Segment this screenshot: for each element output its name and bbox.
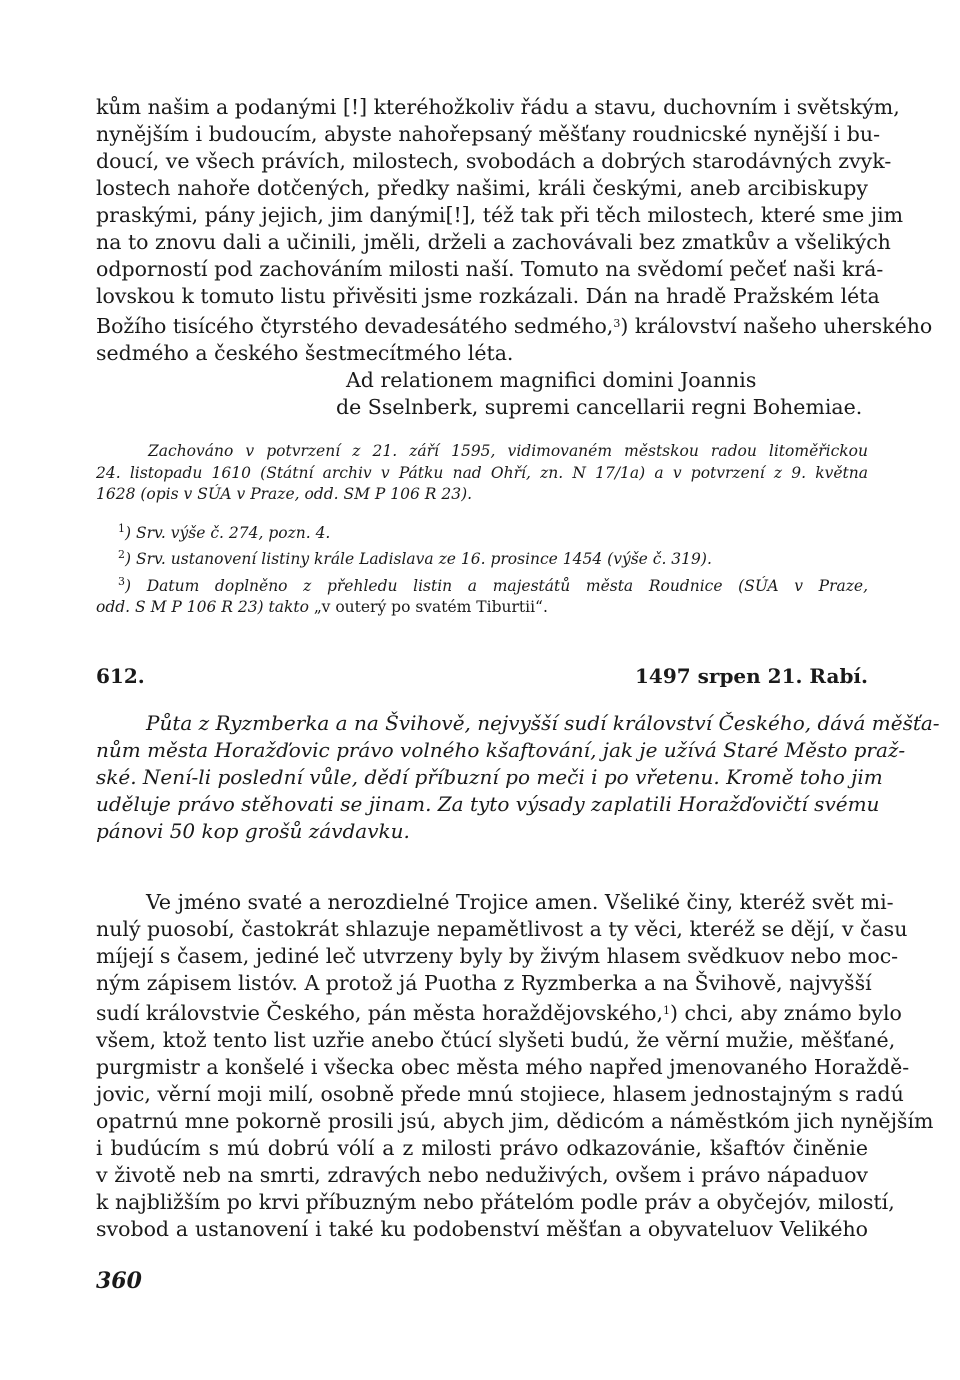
footnote-2: [96, 544, 868, 571]
text-line: všem, ktož tento list uzřie anebo čtúcí slyšeti budú, že věrní mužie, měšťané,: [96, 1027, 896, 1052]
text-line: Ve jméno svaté a nerozdielné Trojice amen. Všeliké činy, kteréž svět mi-: [146, 889, 894, 914]
regest-line: ské. Není-li poslední vůle, dědí příbuzní po meči i po vřetenu. Kromě toho jim: [96, 764, 883, 789]
text-line: kům našim a podanými [!] kteréhožkoliv řádu a stavu, duchovním i světským,: [96, 95, 900, 119]
preservation-line: 1628 (opis v SÚA v Praze, odd. SM P 106 R 23).: [96, 485, 473, 503]
regest-line: pánovi 50 kop grošů závdavku.: [96, 818, 410, 843]
footnote-marker: 2: [118, 548, 125, 561]
text-line: nulý puosobí, častokrát shlazuje nepamětlivost a ty věci, kteréž se dějí, v času: [96, 916, 908, 941]
text-fragment: ) chci, aby známo bylo: [670, 1000, 902, 1025]
footnote-3-cont: [96, 597, 868, 619]
text-fragment: sudí královstvie Českého, pán města horaždějovského,: [96, 1000, 664, 1025]
text-line: míjejí s časem, jediné leč utvrzeny byly by živým hlasem svědkuov nebo moc-: [96, 943, 899, 968]
text-line: v životě neb na smrti, zdravých nebo neduživých, ovšem i právo nápaduov: [96, 1162, 868, 1187]
footnote-marker: 1: [118, 521, 125, 535]
text-fragment: Božího tisícého čtyrstého devadesátého sedmého,: [96, 314, 614, 338]
text-line: i budúcím s mú dobrú vólí a z milosti právo odkazovánie, kšaftóv činěnie: [96, 1135, 868, 1160]
text-line: opatrnú mne pokorně prosili jsú, abych jim, dědicóm a náměstkóm jich nynějším: [96, 1108, 934, 1133]
text-line: svobod a ustanovení i také ku podobenství měšťan a obyvateluov Velikého: [96, 1216, 868, 1241]
text-line: ným zápisem listóv. A protož já Puotha z Ryzmberka a na Švihově, najvyšší: [96, 970, 872, 995]
footnotes: [96, 518, 868, 619]
text-line: lostech nahoře dotčených, předky našimi, králi českými, aneb arcibiskupy: [96, 176, 868, 200]
text-line: k najbližším po krvi příbuzným nebo přátelóm podle práv a obyčejóv, milostí,: [96, 1189, 895, 1214]
text-line: praskými, pány jejich, jim danými[!], též tak při těch milostech, které sme jim: [96, 203, 904, 227]
footnote-quote: „v outerý po svatém Tiburtii“.: [313, 598, 548, 616]
regest-line: uděluje právo stěhovati se jinam. Za tyto výsady zaplatili Horažďovičtí svému: [96, 791, 880, 816]
text-line: nynějším i budoucím, abyste nahořepsaný měšťany roudnicské nynější i bu-: [96, 122, 881, 146]
text-line: doucí, ve všech právích, milostech, svobodách a dobrých starodávných zvyk-: [96, 149, 892, 173]
footnote-1: [96, 518, 868, 545]
text-line: [96, 310, 933, 340]
body-top: [96, 94, 933, 367]
text-line: sedmého a českého šestmecítmého léta.: [96, 341, 514, 365]
preservation-note: [96, 441, 868, 506]
footnote-marker: 3: [613, 317, 621, 330]
body-main: [96, 889, 934, 1243]
footnote-3: [96, 571, 868, 598]
regest: [96, 710, 940, 845]
text-fragment: ) království našeho uherského: [620, 314, 933, 338]
footnote-text: ) Srv. ustanovení listiny krále Ladislava ze 16. prosince 1454 (výše č. 319).: [125, 550, 712, 568]
text-line: jovic, věrní moji milí, osobně přede mnú stojiece, hlasem jednostajným s radú: [96, 1081, 904, 1106]
relation-note: [96, 367, 868, 421]
document-date-place: 1497 srpen 21. Rabí.: [635, 663, 868, 688]
document-heading: [96, 663, 868, 690]
footnote-text: odd. S M P 106 R 23) takto: [96, 598, 314, 616]
footnote-text: ) Datum doplněno z přehledu listin a majestátů města Roudnice (SÚA v Praze,: [125, 576, 868, 595]
page-content: [96, 94, 940, 1243]
text-line: na to znovu dali a učinili, jměli, drželi a zachovávali bez zmatkův a všelikých: [96, 230, 891, 254]
relation-line: Ad relationem magnifici domini Joannis: [346, 368, 757, 392]
preservation-line: Zachováno v potvrzení z 21. září 1595, vidimovaném městskou radou litoměřickou: [148, 442, 868, 460]
footnote-text: ) Srv. výše č. 274, pozn. 4.: [125, 523, 331, 542]
text-line: lovskou k tomuto listu přivěsiti jsme rozkázali. Dán na hradě Pražském léta: [96, 284, 880, 308]
footnote-marker: 1: [663, 1003, 671, 1017]
text-line: purgmistr a konšelé i všecka obec města mého napřed jmenovaného Horaždě-: [96, 1054, 910, 1079]
relation-line: de Sselnberk, supremi cancellarii regni Bohemiae.: [336, 395, 863, 419]
text-line: odporností pod zachováním milosti naší. Tomuto na svědomí pečeť naši krá-: [96, 257, 884, 281]
text-line: [96, 997, 902, 1027]
regest-line: Půta z Ryzmberka a na Švihově, nejvyšší sudí království Českého, dává měšťa-: [146, 710, 940, 735]
regest-line: nům města Horažďovic právo volného kšaftování, jak je užívá Staré Město praž-: [96, 737, 906, 762]
page-number: 360: [96, 1268, 142, 1294]
preservation-line: 24. listopadu 1610 (Státní archiv v Pátku nad Ohří, zn. N 17/1a) a v potvrzení z 9. května: [96, 463, 868, 482]
document-number: 612.: [96, 663, 145, 688]
footnote-marker: 3: [118, 574, 125, 588]
